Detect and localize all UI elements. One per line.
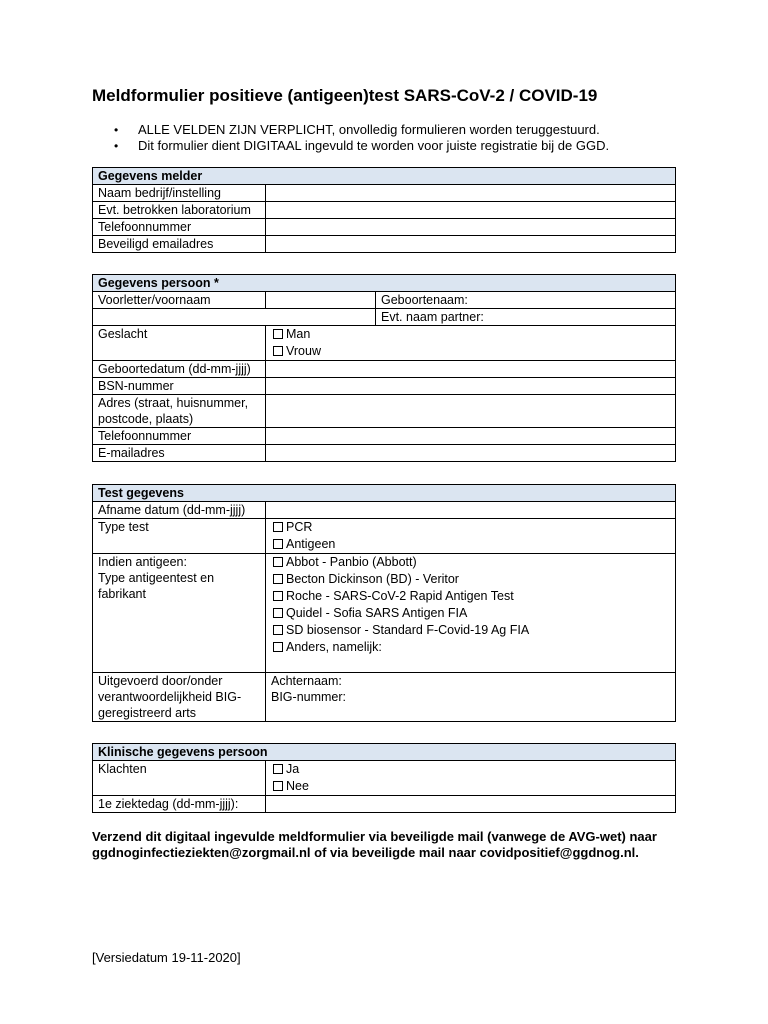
instruction-item: • ALLE VELDEN ZIJN VERPLICHT, onvolledig formulieren worden teruggestuurd.: [114, 122, 600, 137]
checkbox-quidel[interactable]: Quidel - Sofia SARS Antigen FIA: [271, 605, 670, 622]
checkbox-icon[interactable]: [273, 557, 283, 567]
checkbox-vrouw[interactable]: Vrouw: [271, 343, 670, 360]
field-label: Beveiligd emailadres: [93, 236, 266, 253]
bedrijf-input[interactable]: [266, 185, 676, 202]
field-label: Evt. betrokken laboratorium: [93, 202, 266, 219]
field-label: Afname datum (dd-mm-jjjj): [93, 502, 266, 519]
adres-input[interactable]: [266, 395, 676, 428]
laboratorium-input[interactable]: [266, 202, 676, 219]
antigeen-label: Indien antigeen: Type antigeentest en fabrikant: [93, 554, 266, 673]
type-test-options: [266, 519, 676, 554]
field-label: Uitgevoerd door/onder verantwoordelijkheid BIG-geregistreerd arts: [93, 673, 266, 722]
checkbox-sd-biosensor[interactable]: SD biosensor - Standard F-Covid-19 Ag FIA: [271, 622, 670, 639]
checkbox-abbott[interactable]: Abbot - Panbio (Abbott): [271, 554, 670, 571]
emailadres-input[interactable]: [266, 236, 676, 253]
big-nummer-field[interactable]: BIG-nummer:: [271, 690, 347, 704]
checkbox-icon[interactable]: [273, 608, 283, 618]
melder-table: [92, 167, 676, 253]
instructions-list: [92, 122, 609, 154]
bsn-input[interactable]: [266, 378, 676, 395]
bullet-icon: •: [114, 123, 119, 137]
checkbox-ja[interactable]: Ja: [271, 761, 670, 778]
geboortedatum-input[interactable]: [266, 361, 676, 378]
field-label: Geslacht: [93, 326, 266, 361]
checkbox-icon[interactable]: [273, 591, 283, 601]
test-header: Test gegevens: [93, 485, 676, 502]
field-label: Telefoonnummer: [93, 428, 266, 445]
email-input[interactable]: [266, 445, 676, 462]
checkbox-icon[interactable]: [273, 574, 283, 584]
persoon-table: [92, 274, 676, 462]
instruction-item: • Dit formulier dient DIGITAAL ingevuld te worden voor juiste registratie bij de GGD.: [114, 138, 610, 153]
klinisch-table: [92, 743, 676, 813]
checkbox-roche[interactable]: Roche - SARS-CoV-2 Rapid Antigen Test: [271, 588, 670, 605]
checkbox-icon[interactable]: [273, 329, 283, 339]
checkbox-icon[interactable]: [273, 642, 283, 652]
checkbox-pcr[interactable]: PCR: [271, 519, 670, 536]
bullet-icon: •: [114, 139, 119, 153]
field-label: Adres (straat, huisnummer, postcode, plaats): [93, 395, 266, 428]
voornaam-input[interactable]: [266, 292, 376, 309]
partner-field[interactable]: Evt. naam partner:: [376, 309, 676, 326]
test-table: [92, 484, 676, 722]
telefoon-input[interactable]: [266, 428, 676, 445]
checkbox-antigeen[interactable]: Antigeen: [271, 536, 670, 553]
antigeen-options: [266, 554, 676, 673]
field-label: Naam bedrijf/instelling: [93, 185, 266, 202]
checkbox-anders[interactable]: Anders, namelijk:: [271, 639, 670, 656]
persoon-header: Gegevens persoon *: [93, 275, 676, 292]
checkbox-nee[interactable]: Nee: [271, 778, 670, 795]
field-label: BSN-nummer: [93, 378, 266, 395]
checkbox-bd-veritor[interactable]: Becton Dickinson (BD) - Veritor: [271, 571, 670, 588]
field-label: Geboortedatum (dd-mm-jjjj): [93, 361, 266, 378]
checkbox-icon[interactable]: [273, 781, 283, 791]
achternaam-field[interactable]: Achternaam:: [271, 674, 342, 688]
field-label: Type test: [93, 519, 266, 554]
klinisch-header: Klinische gegevens persoon: [93, 744, 676, 761]
checkbox-man[interactable]: Man: [271, 326, 670, 343]
geboortenaam-field[interactable]: Geboortenaam:: [376, 292, 676, 309]
version-date: [Versiedatum 19-11-2020]: [92, 950, 241, 965]
melder-telefoon-input[interactable]: [266, 219, 676, 236]
checkbox-icon[interactable]: [273, 625, 283, 635]
geslacht-options: [266, 326, 676, 361]
submission-instructions: Verzend dit digitaal ingevulde meldformulier via beveiligde mail (vanwege de AVG-wet) naar ggdnoginfectieziekten@zorgmail.nl of via beveiligde mail naar covidpositief@ggdnog.nl.: [92, 829, 657, 860]
checkbox-icon[interactable]: [273, 539, 283, 549]
field-label: E-mailadres: [93, 445, 266, 462]
afname-datum-input[interactable]: [266, 502, 676, 519]
ziektedag-input[interactable]: [266, 796, 676, 813]
klachten-options: [266, 761, 676, 796]
field-label: Telefoonnummer: [93, 219, 266, 236]
empty-cell: [93, 309, 376, 326]
field-label: Voorletter/voornaam: [93, 292, 266, 309]
field-label: 1e ziektedag (dd-mm-jjjj):: [93, 796, 266, 813]
field-label: Klachten: [93, 761, 266, 796]
form-title: Meldformulier positieve (antigeen)test SARS-CoV-2 / COVID-19: [92, 86, 598, 105]
checkbox-icon[interactable]: [273, 764, 283, 774]
checkbox-icon[interactable]: [273, 346, 283, 356]
melder-header: Gegevens melder: [93, 168, 676, 185]
arts-fields: [266, 673, 676, 722]
checkbox-icon[interactable]: [273, 522, 283, 532]
